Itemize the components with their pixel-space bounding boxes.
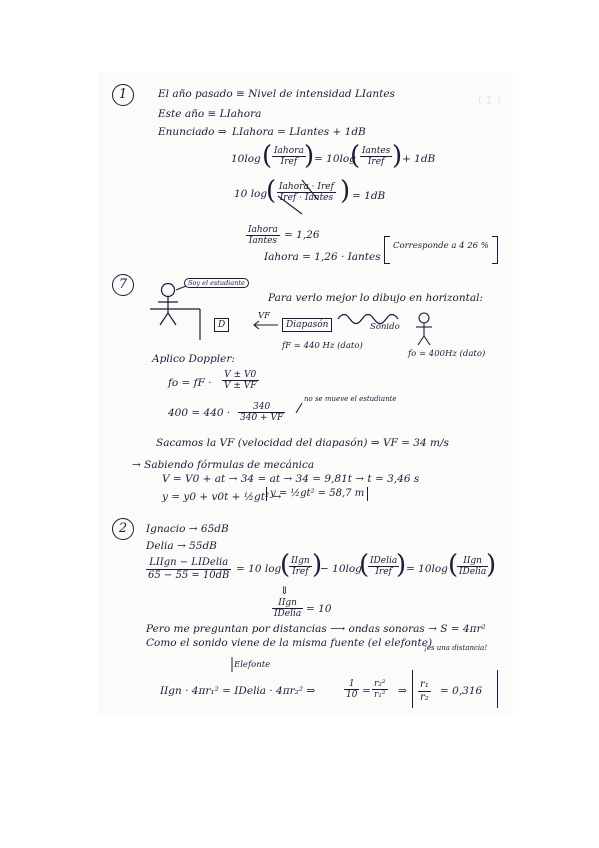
p1-note: Corresponde a 4 26 % [393,241,489,251]
p7-vf-label: VF [258,311,271,321]
p7-diapason-box: Diapasón [282,318,332,332]
p7-eqn-frac: $\frac{340}{340 + VF}$ [240,402,284,423]
p7-sonido-label: Sonido [370,322,400,332]
p7-sacamos: Sacamos la VF (velocidad del diapasón) ⇒ VF = 34 m/s [156,437,449,449]
paren: ) [340,176,351,206]
p1-enunciado-label: Enunciado ⇒ [158,126,227,138]
p2-mid-1: = 10 log [236,563,282,575]
p1-eq2-mid: = 10log [314,153,356,165]
p1-line-2: Este año ≡ LIahora [158,108,262,120]
p7-nomove-note: no se mueve el estudiante [304,395,397,403]
p2-elefonte: Elefonte [234,660,271,670]
p1-eq2-frac1: Iahora Iref [274,146,304,167]
p2-final-frac-2: $\frac{\text{r₂²}}{\text{r₁²}}$ [374,679,386,700]
p2-mid-3: = 10log [406,563,448,575]
p2-final-frac-1: $\frac{1}{10}$ [346,679,358,700]
p2-mid-2: − 10log [320,563,362,575]
p2-down-arrow: ⇓ [280,585,289,597]
p7-eqd-frac: $\frac{V \pm V0}{V \pm VF}$ [224,370,257,391]
p1-ratio-frac: Iahora Iantes [248,225,278,246]
p7-sabiendo: → Sabiendo fórmulas de mecánica [132,459,315,471]
bleed-through-mark: ( 1 ) [478,94,501,107]
p1-eq2-frac2: Iantes Iref [362,146,391,167]
p7-fo: fo = 400Hz (dato) [408,349,486,359]
p7-doppler: Aplico Doppler: [152,353,235,365]
paren: ) [392,141,403,171]
p2-final-arrow: ⇒ [398,685,407,697]
p7-caption: Para verlo mejor lo dibujo en horizontal: [268,292,484,304]
p1-eq2-prefix: 10log [231,153,261,165]
paren: ) [312,550,323,580]
paren: ( [266,176,277,206]
paren: ( [350,141,361,171]
p7-eqd-lhs: fo = fF · [168,377,212,389]
problem-number-2: 2 [112,518,134,540]
p7-mech-2-box: y = ½gt² = 58,7 m [266,487,368,501]
paren: ( [262,141,273,171]
paren: ( [359,550,370,580]
p1-eq3-frac: Iahora · Iref Iref · Iantes [279,182,334,203]
p1-enunciado-eq: LIahora = LIantes + 1dB [232,126,366,138]
p1-eq3-prefix: 10 log [234,188,268,200]
paren: ) [396,550,407,580]
p2-ratio-frac: IIgn IDelia [274,598,302,619]
p2-pero: Pero me preguntan por distancias ⟶ ondas sonoras → S = 4πr² [146,623,486,635]
paren: ( [280,550,291,580]
p7-ff: fF = 440 Hz (dato) [282,341,363,351]
p1-result: Iahora = 1,26 · Iantes [264,251,381,263]
p1-eq2-suffix: + 1dB [402,153,436,165]
p7-mech-1: V = V0 + at → 34 = at → 34 = 9,81t → t = 3,46 s [162,473,420,485]
p2-frac-3: IIgn IDelia [459,556,487,577]
paren: ) [304,141,315,171]
p2-es-una-note: ¡es una distancia! [424,644,488,652]
p1-eq3-suffix: = 1dB [352,190,386,202]
p1-ratio-value: = 1,26 [284,229,320,241]
p2-final-lhs: IIgn · 4πr₁² = IDelia · 4πr₂² ⇒ [160,685,316,697]
p7-mech-2: y = y0 + v0t + ½gt² → [162,491,282,503]
p7-speech-bubble: Soy el estudiante [184,278,249,288]
p2-lhs-frac: LIIgn − LIDelia 65 − 55 = 10dB [148,557,230,581]
p2-ratio-value: = 10 [306,603,332,615]
problem-number-1: 1 [112,84,134,106]
p2-final-box-value: = 0,316 [440,685,483,697]
paren: ) [486,550,497,580]
paren: ( [448,550,459,580]
p1-line-1: El año pasado ≡ Nivel de intensidad LIantes [158,88,395,100]
p2-como: Como el sonido viene de la misma fuente (el elefonte) [146,637,433,649]
p2-final-equals: = [362,685,371,697]
p7-d-box: D [214,318,229,332]
p2-frac-1: IIgn Iref [291,556,310,577]
p2-frac-2: IDelia Iref [370,556,398,577]
p7-eqn-lhs: 400 = 440 · [168,407,231,419]
problem-number-7: 7 [112,274,134,296]
p2-ignacio: Ignacio → 65dB [146,523,229,535]
p2-delia: Delia → 55dB [146,540,217,552]
p2-final-box-frac: $\frac{\text{r₁}}{\text{r₂}}$ [420,679,429,703]
